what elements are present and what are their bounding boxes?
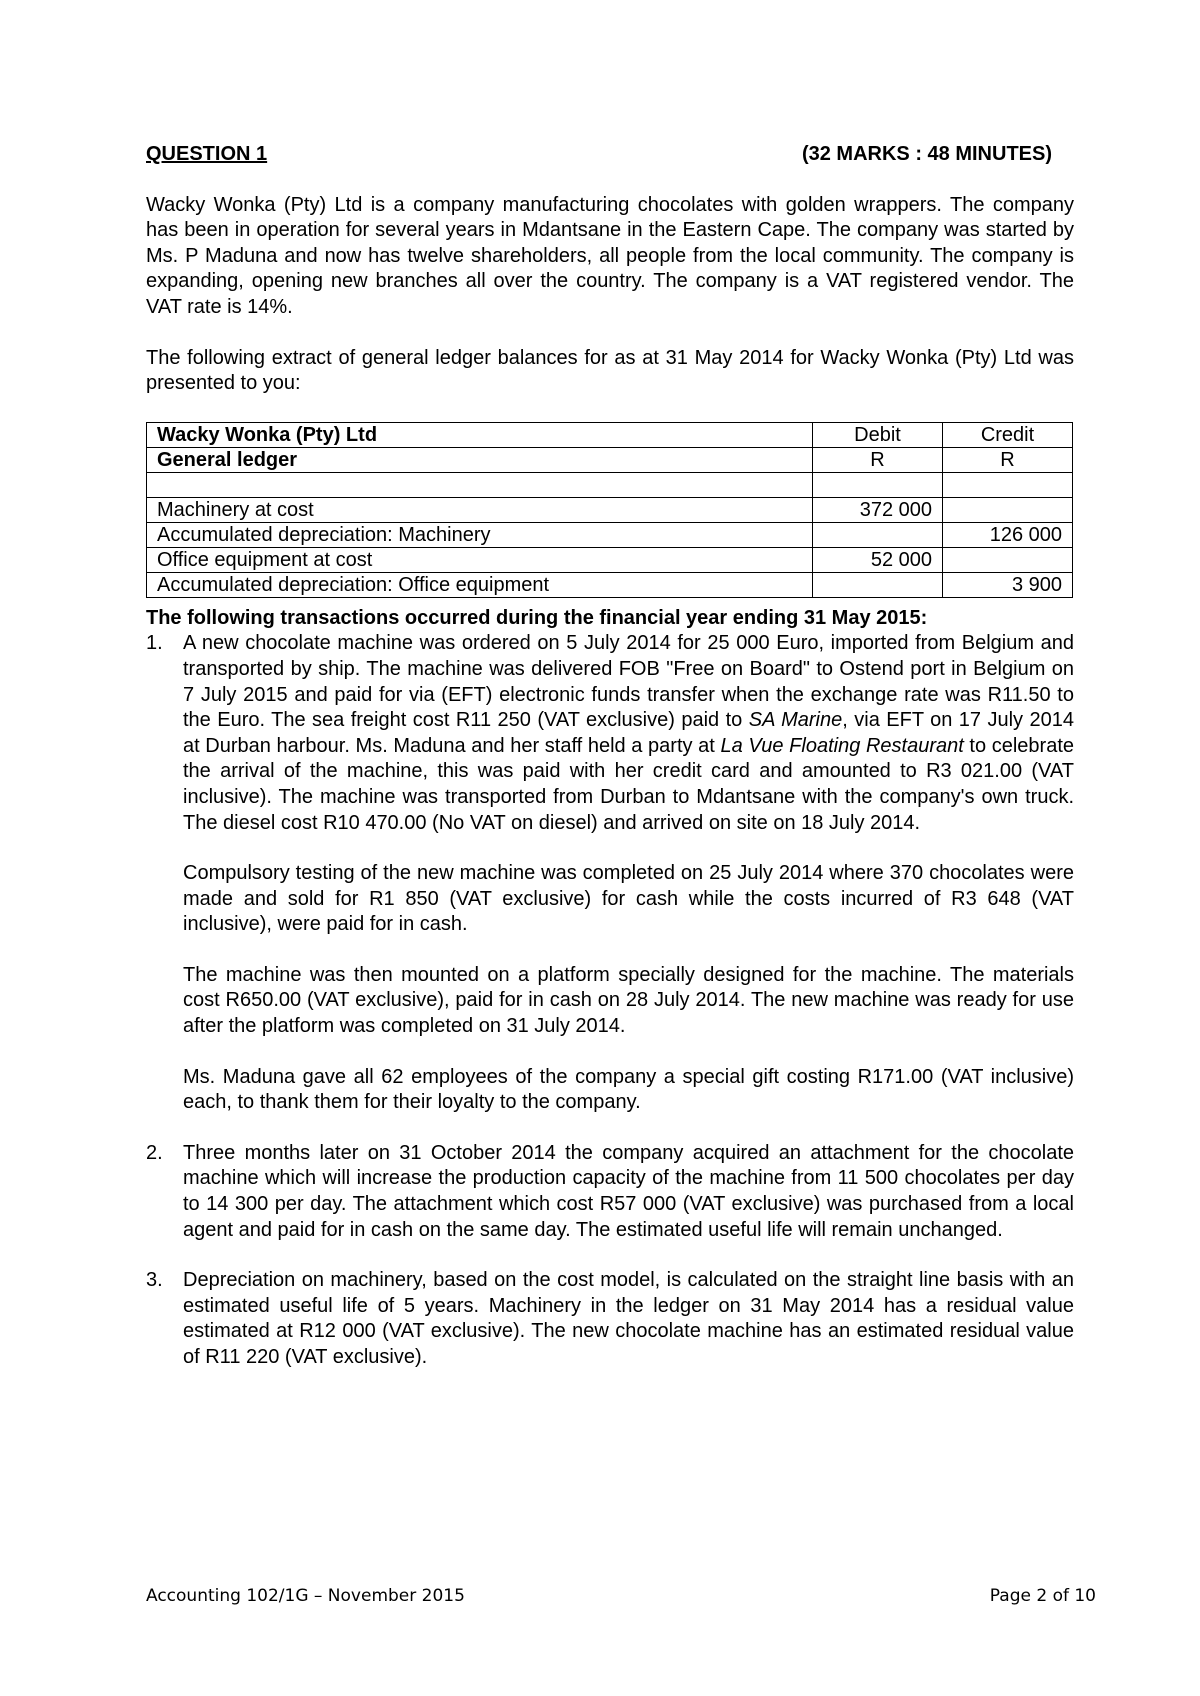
- credit-value: 126 000: [943, 522, 1073, 547]
- debit-value: [813, 572, 943, 597]
- list-item: [146, 1141, 1074, 1243]
- item-number: 1.: [146, 632, 163, 655]
- question-marks: (32 MARKS : 48 MINUTES): [801, 143, 1052, 165]
- sa-marine-name: SA Marine: [748, 709, 843, 732]
- footer-course: Accounting 102/1G – November 2015: [146, 1586, 465, 1606]
- text-segment: , via EFT on 17 July 2014 at Durban harbour. Ms. Maduna and her staff held a party at: [183, 709, 1074, 757]
- ledger-subheader-row: [147, 447, 1073, 472]
- extract-paragraph: The following extract of general ledger balances for as at 31 May 2014 for Wacky Wonka (Pty) Ltd was presented to you:: [146, 346, 1074, 395]
- ledger-table: [146, 422, 1073, 598]
- debit-value: 52 000: [813, 547, 943, 572]
- credit-unit: R: [943, 447, 1073, 472]
- account-name: Machinery at cost: [147, 497, 813, 522]
- transaction-3-paragraph: Depreciation on machinery, based on the cost model, is calculated on the straight line basis with an estimated useful life of 5 years. Machinery in the ledger on 31 May 2014 has a residual value estimated at R12 000 (VAT exclusive). The new chocolate machine has an estimated residual value of R11 220 (VAT exclusive).: [183, 1269, 1074, 1368]
- blank-cell: [943, 472, 1073, 497]
- page-number: Page 2 of 10: [989, 1586, 1096, 1606]
- list-item: [146, 631, 1074, 1116]
- ledger-header-row: [147, 422, 1073, 447]
- credit-value: [943, 497, 1073, 522]
- question-header: [146, 142, 1074, 168]
- table-row: [147, 572, 1073, 597]
- debit-value: [813, 522, 943, 547]
- credit-header: Credit: [943, 422, 1073, 447]
- account-name: Accumulated depreciation: Machinery: [147, 522, 813, 547]
- credit-value: 3 900: [943, 572, 1073, 597]
- account-name: Accumulated depreciation: Office equipment: [147, 572, 813, 597]
- debit-unit: R: [813, 447, 943, 472]
- blank-cell: [813, 472, 943, 497]
- intro-paragraph: Wacky Wonka (Pty) Ltd is a company manufacturing chocolates with golden wrappers. The company has been in operation for several years in Mdantsane in the Eastern Cape. The company was started by Ms. P Maduna and now has twelve shareholders, all people from the local community. The company is expanding, opening new branches all over the country. The company is a VAT registered vendor. The VAT rate is 14%.: [146, 193, 1074, 318]
- page-footer: [146, 1585, 1096, 1607]
- debit-value: 372 000: [813, 497, 943, 522]
- ledger-subtitle: General ledger: [147, 447, 813, 472]
- transaction-1-paragraph-4: Ms. Maduna gave all 62 employees of the company a special gift costing R171.00 (VAT inclusive) each, to thank them for their loyalty to the company.: [183, 1065, 1074, 1114]
- ledger-blank-row: [147, 472, 1073, 497]
- transaction-1-paragraph-3: The machine was then mounted on a platform specially designed for the machine. The materials cost R650.00 (VAT exclusive), paid for in cash on 28 July 2014. The new machine was ready for use after the platform was completed on 31 July 2014.: [183, 963, 1074, 1038]
- transactions-list: [146, 631, 1074, 1370]
- credit-value: [943, 547, 1073, 572]
- table-row: [147, 547, 1073, 572]
- table-row: [147, 522, 1073, 547]
- ledger-company: Wacky Wonka (Pty) Ltd: [147, 422, 813, 447]
- transaction-1-paragraph-1: [183, 631, 1074, 836]
- transactions-heading: The following transactions occurred during the financial year ending 31 May 2015:: [146, 606, 928, 629]
- transaction-1-paragraph-2: Compulsory testing of the new machine was completed on 25 July 2014 where 370 chocolates were made and sold for R1 850 (VAT exclusive) for cash while the costs incurred of R3 648 (VAT inclusive), were paid for in cash.: [183, 862, 1074, 936]
- blank-cell: [147, 472, 813, 497]
- text-segment: to celebrate the arrival of the machine, this was paid with her credit card and amounted to R3 021.00 (VAT inclusive). The machine was transported from Durban to Mdantsane with the company's own truck. The diesel cost R10 470.00 (No VAT on diesel) and arrived on site on 18 July 2014.: [183, 734, 1075, 834]
- table-row: [147, 497, 1073, 522]
- item-number: 3.: [146, 1269, 163, 1292]
- exam-page: [146, 142, 1074, 1396]
- question-title: QUESTION 1: [146, 143, 268, 165]
- item-number: 2.: [146, 1141, 163, 1164]
- transaction-2-paragraph: Three months later on 31 October 2014 the company acquired an attachment for the chocolate machine which will increase the production capacity of the machine from 11 500 chocolates per day to 14 300 per day. The attachment which cost R57 000 (VAT exclusive) was purchased from a local agent and paid for in cash on the same day. The estimated useful life will remain unchanged.: [183, 1141, 1074, 1241]
- account-name: Office equipment at cost: [147, 547, 813, 572]
- debit-header: Debit: [813, 422, 943, 447]
- text-segment: A new chocolate machine was ordered on 5 July 2014 for 25 000 Euro, imported from Belgium and transported by ship. The machine was delivered FOB "Free on Board" to Ostend port in Belgium on 7 July 2015 and paid for via (EFT) electronic funds transfer when the exchange rate was R11.50 to the Euro. The sea freight cost R11 250 (VAT exclusive) paid to: [183, 632, 1074, 732]
- list-item: [146, 1268, 1074, 1370]
- restaurant-name: La Vue Floating Restaurant: [720, 734, 964, 757]
